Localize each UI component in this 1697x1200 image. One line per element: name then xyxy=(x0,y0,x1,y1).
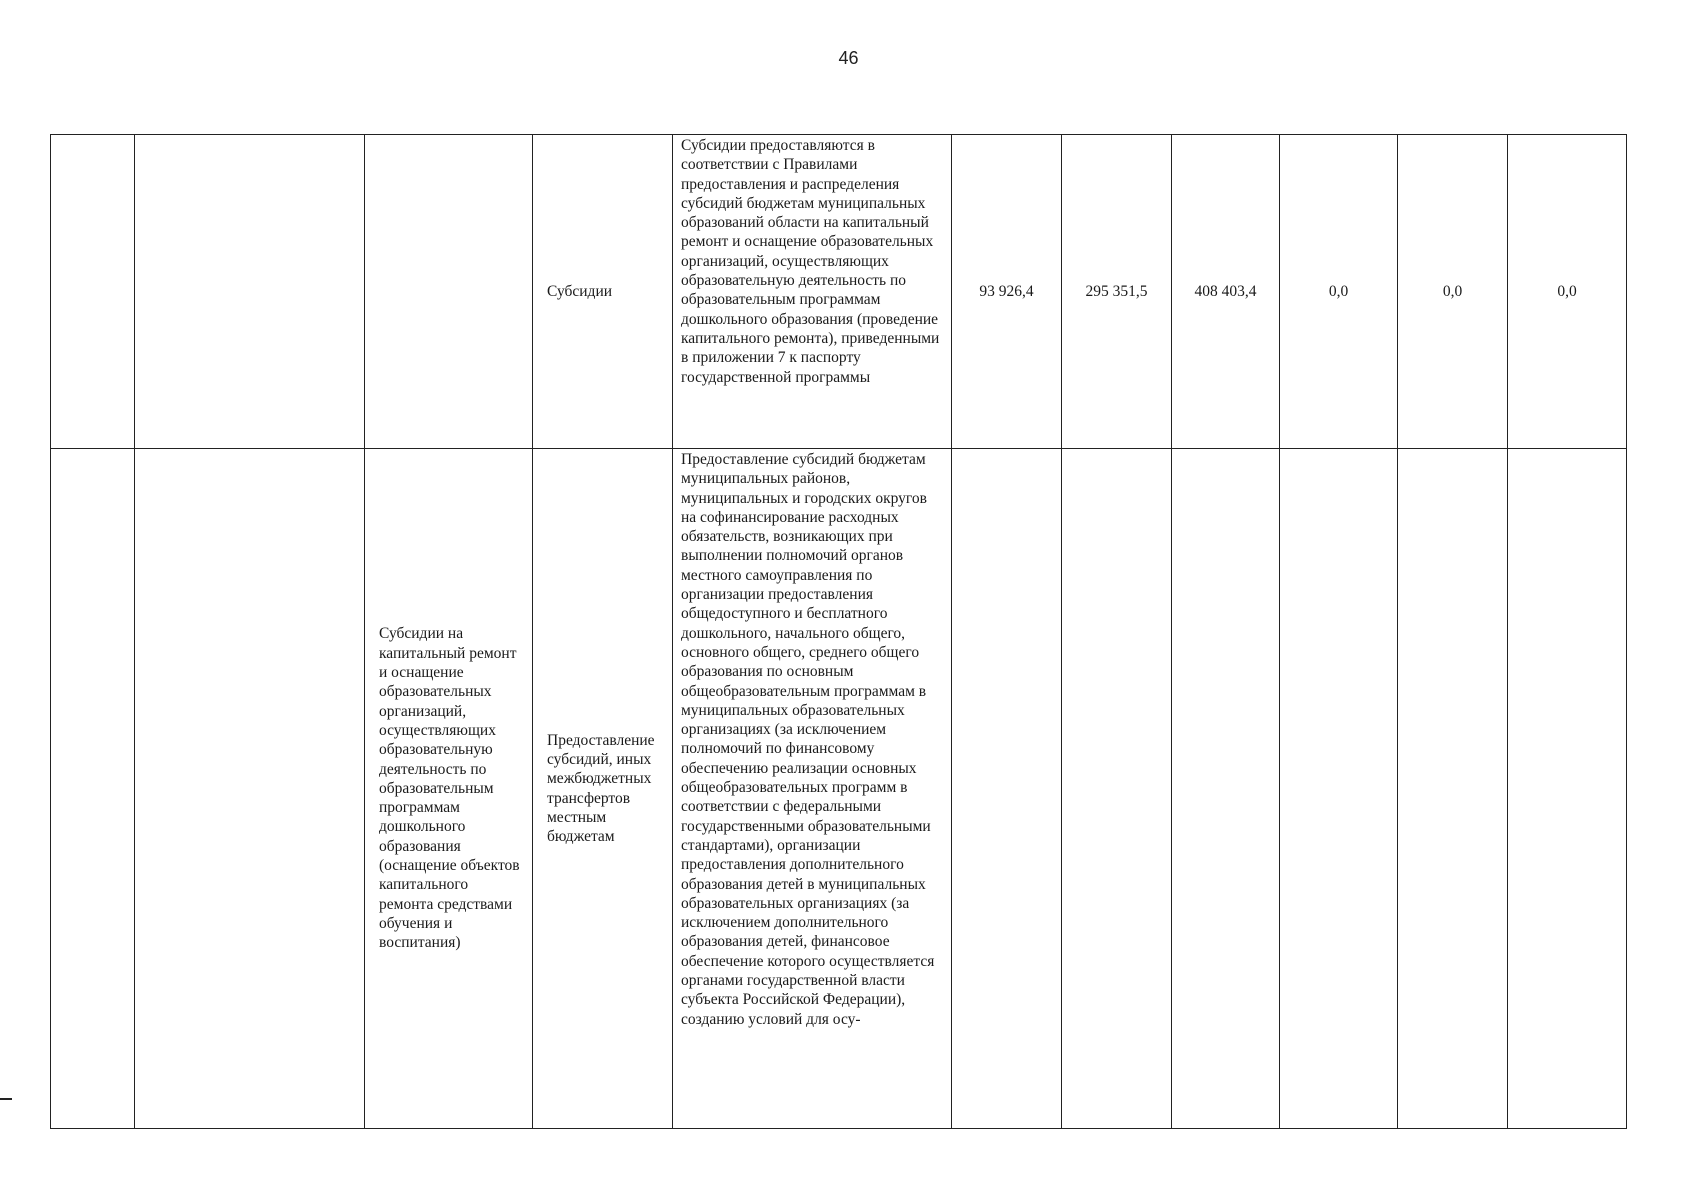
row-number-cell xyxy=(51,449,135,1129)
amount-cell xyxy=(1280,449,1398,1129)
amount-cell xyxy=(1508,449,1627,1129)
amount-cell xyxy=(1398,449,1508,1129)
table-row xyxy=(51,135,1627,449)
amount-cell: 295 351,5 xyxy=(1062,135,1172,449)
budget-table xyxy=(50,134,1627,1129)
program-cell xyxy=(135,449,365,1129)
scan-mark xyxy=(0,1098,12,1100)
support-type-cell: Предоставление субсидий, иных межбюджетных трансфертов местным бюджетам xyxy=(533,449,673,1129)
amount-cell xyxy=(1172,449,1280,1129)
amount-cell xyxy=(1062,449,1172,1129)
table-row xyxy=(51,449,1627,1129)
page-number: 46 xyxy=(838,48,859,68)
amount-cell: 93 926,4 xyxy=(952,135,1062,449)
event-name-cell xyxy=(365,135,533,449)
description-cell: Предоставление субсидий бюджетам муниципальных районов, муниципальных и городских округов на софинансирование расходных обязательств, возникающих при выполнении полномочий органов местного самоуправления по организации предоставления общедоступного и бесплатного дошкольного, начального общего, основного общего, среднего общего образования по основным общеобразовательным программам в муниципальных образовательных организациях (за исключением полномочий по финансовому обеспечению реализации основных общеобразовательных программ в соответствии с федеральными государственными образовательными стандартами), организации предоставления дополнительного образования детей в муниципальных образовательных организациях (за исключением дополнительного образования детей, финансовое обеспечение которого осуществляется органами государственной власти субъекта Российской Федерации), созданию условий для осу- xyxy=(673,449,952,1129)
event-name-cell: Субсидии на капитальный ремонт и оснащение образовательных организаций, осуществляющих образовательную деятельность по образовательным программам дошкольного образования (оснащение объектов капитального ремонта средствами обучения и воспитания) xyxy=(365,449,533,1129)
row-number-cell xyxy=(51,135,135,449)
description-cell: Субсидии предоставляются в соответствии с Правилами предоставления и распределения субсидий бюджетам муниципальных образований области на капитальный ремонт и оснащение образовательных организаций, осуществляющих образовательную деятельность по образовательным программам дошкольного образования (проведение капитального ремонта), приведенными в приложении 7 к паспорту государственной программы xyxy=(673,135,952,449)
amount-cell: 0,0 xyxy=(1508,135,1627,449)
amount-cell: 0,0 xyxy=(1398,135,1508,449)
amount-cell: 408 403,4 xyxy=(1172,135,1280,449)
program-cell xyxy=(135,135,365,449)
support-type-cell: Субсидии xyxy=(533,135,673,449)
amount-cell xyxy=(952,449,1062,1129)
amount-cell: 0,0 xyxy=(1280,135,1398,449)
